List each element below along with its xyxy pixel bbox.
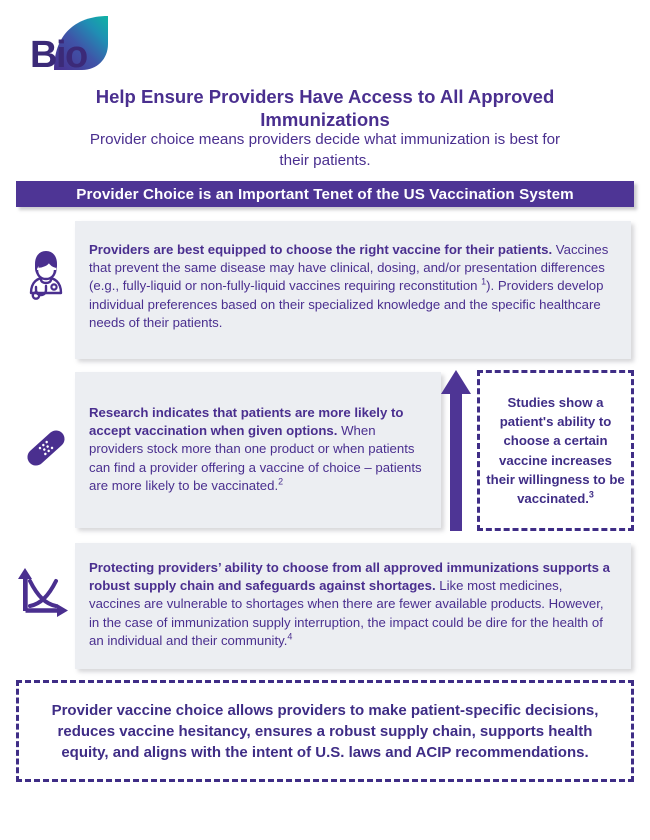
footnote-ref-4: 4 xyxy=(287,631,293,642)
supply-demand-chart-icon xyxy=(14,562,74,622)
content-body-part-1: Like most medicines, vaccines are vulnerable to shortages when there are fewer available products. However, in the case of immunization supply interruption, the impact could be dire for the health of an individual and their community. xyxy=(89,578,604,648)
content-card-text xyxy=(75,241,631,332)
section-banner xyxy=(16,181,634,207)
page-title: Help Ensure Providers Have Access to All Approved Immunizations xyxy=(95,86,555,130)
content-lead: Providers are best equipped to choose the right vaccine for their patients. xyxy=(89,242,553,257)
page-subtitle: Provider choice means providers decide what immunization is best for their patients. xyxy=(89,131,561,169)
section-banner-label: Provider Choice is an Important Tenet of the US Vaccination System xyxy=(76,185,574,203)
callout-studies xyxy=(477,370,634,531)
content-card-text xyxy=(75,559,631,650)
up-arrow-icon xyxy=(441,370,471,531)
bio-logo xyxy=(30,14,122,80)
content-body-part-1: Vaccines that prevent the same disease may have clinical, dosing, and/or presentation differences (e.g., fully-liquid or non-fully-liquid vaccines requiring reconstitution xyxy=(89,242,609,294)
summary-text: Provider vaccine choice allows providers to make patient-specific decisions, reduces vaccine hesitancy, ensures a robust supply chain, supports health equity, and aligns with the intent of U.S. laws and ACIP recommendations. xyxy=(51,701,599,761)
content-card-research xyxy=(75,372,441,528)
footnote-ref-3: 3 xyxy=(588,489,594,500)
content-body-part-1: When providers stock more than one product or when patients can find a provider offering a vaccine of choice – patients are more likely to be vaccinated. xyxy=(89,423,422,493)
logo-wordmark: Bio xyxy=(30,34,87,76)
content-lead: Research indicates that patients are more likely to accept vaccination when given options. xyxy=(89,405,404,439)
content-card-providers xyxy=(75,221,631,359)
doctor-icon xyxy=(16,243,76,303)
content-body-part-2: ). Providers develop individual preferences based on their specialized knowledge and the specific healthcare needs of their patients. xyxy=(89,278,604,330)
content-card-text xyxy=(75,404,441,495)
summary-callout xyxy=(16,680,634,782)
content-lead: Protecting providers’ ability to choose from all approved immunizations supports a robust supply chain and safeguards against shortages. xyxy=(89,560,610,594)
callout-text-body: Studies show a patient's ability to choose a certain vaccine increases their willingness to be vaccinated. xyxy=(486,395,625,506)
footnote-ref-2: 2 xyxy=(278,476,284,487)
content-card-supply-chain xyxy=(75,543,631,669)
callout-text xyxy=(480,393,631,508)
bandage-icon xyxy=(16,418,76,478)
footnote-ref-1: 1 xyxy=(481,277,487,288)
